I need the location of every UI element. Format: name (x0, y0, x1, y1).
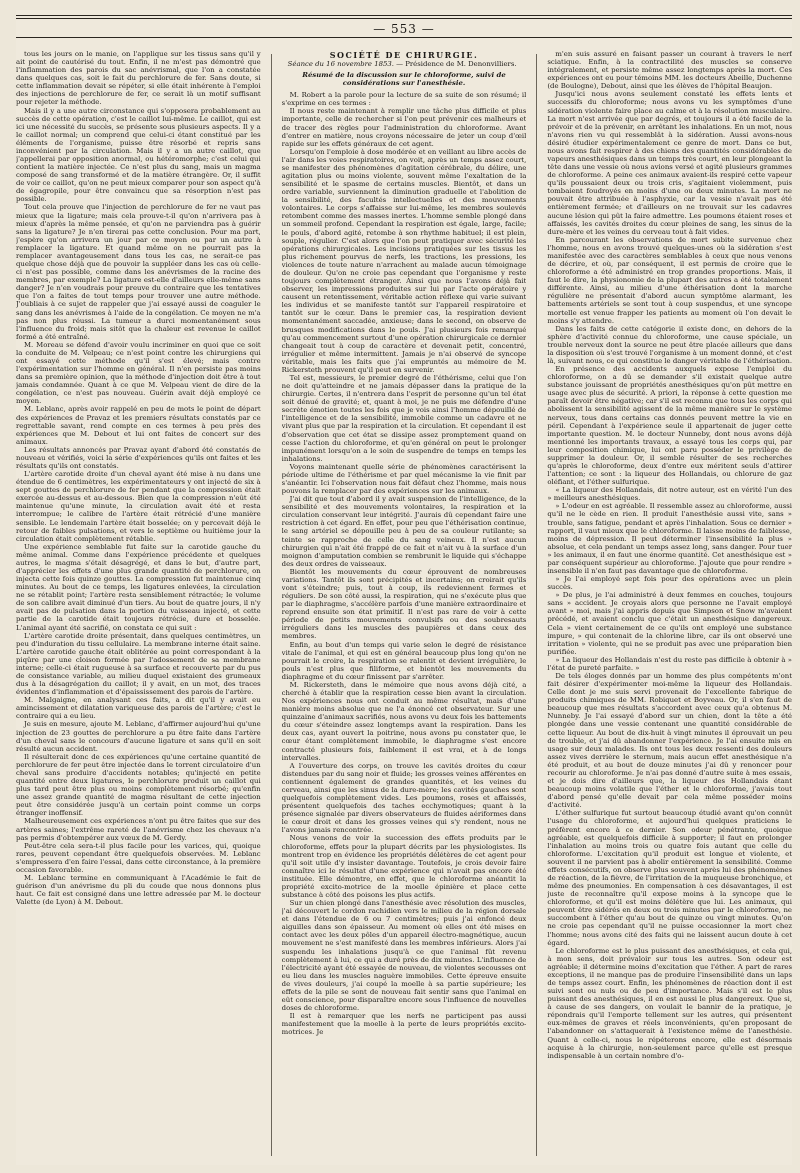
paragraph: Lorsqu'on l'emploie à dose modérée et en veillant au libre accès de l'air dans les voies respiratoires, on voit, après un temps assez court, se manifester des phénomènes d'agitation cérébrale, du délire, une agitation plus ou moins violente, souvent même l'exaltation de la sensibilité et le spasme de certains muscles. Bientôt, et dans un ordre variable, surviennent la diminution graduelle et l'abolition de la sensibilité, des facultés intellectuelles et des mouvements volontaires. Le corps s'affaisse sur lui-même, les membres soulevés retombent comme des masses inertes. L'homme semble plongé dans un sommeil profond. Cependant la respiration est égale, large, facile; le pouls, d'abord agité, retombe à son rhythme habituel; il est plein, souple, régulier. C'est alors que l'on peut pratiquer avec sécurité les opérations chirurgicales. Les incisions pratiquées sur les tissus les plus richement pourvus de nerfs, les tractions, les pressions, les violences de toute nature n'arrachent au malade aucun témoignage de douleur. Qu'on ne croie pas cependant que l'organisme y reste toujours complètement étranger. Ainsi que nous l'avons déjà fait observer, les impressions produites sur lui par l'acte opératoire y causent un retentissement, véritable action réflexe qui varie suivant les individus et se manifeste tantôt sur l'appareil respiratoire et tantôt sur le cœur. Dans le premier cas, la respiration devient momentanément saccadée, anxieuse; dans le second, on observe de brusques modifications dans le pouls. J'ai plusieurs fois remarqué qu'au commencement surtout d'une opération chirurgicale ce dernier changeait tout à coup de caractère et devenait petit, concentré, irrégulier et même intermittent. Jamais je n'ai observé de syncope véritable, mais les faits que j'ai empruntés au mémoire de M. Rickersteth prouvent qu'il peut en survenir. (281, 147, 527, 374)
paragraph: M. Rickersteth, dans le mémoire que nous avons déjà cité, a cherché à établir que la respiration cesse bien avant la circulation. Nos expériences nous ont conduit au même résultat, mais d'une manière moins absolue que ne l'a énoncé cet observateur. Sur une quinzaine d'animaux sacrifiés, nous avons vu deux fois les battements du cœur s'éteindre assez longtemps avant la respiration. Dans les deux cas, ayant ouvert la poitrine, nous avons pu constater que, le cœur étant complètement immobile, le diaphragme s'est encore contracté plusieurs fois, faiblement il est vrai, et à de longs intervalles. (281, 680, 527, 762)
paragraph: Malheureusement ces expériences n'ont pu être faites que sur des artères saines; l'extrême rareté de l'anévrisme chez les chevaux n'a pas permis d'obtempérer aux vœux de M. Gerdy. (16, 817, 261, 842)
paragraph: Dans les faits de cette catégorie il existe donc, en dehors de la sphère d'activité connue du chloroforme, une cause spéciale, un trouble nerveux dont la source ne peut être placée ailleurs que dans la disposition où s'est trouvé l'organisme à un moment donné, et c'est là, suivant nous, ce qui constitue le danger véritable de l'éthérisation. (547, 324, 793, 365)
paragraph: L'artère carotide droite d'un cheval ayant été mise à nu dans une étendue de 6 centimètres, les expérimentateurs y ont injecté de six à sept gouttes de perchlorure de fer pendant que la compression était exercée au-dessus et au-dessous. Bien que la compression n'eût été maintenue qu'une minute, la circulation avait été et resta interrompue; le calibre de l'artère était rétrécié d'une manière sensible. Le lendemain l'artère était bosselée; on y percevait déjà le retour de faibles pulsations, et vers le septième ou huitième jour la circulation était complètement rétablie. (16, 470, 261, 543)
paragraph: Bientôt les mouvements du cœur éprouvent de nombreuses variations. Tantôt ils sont précipités et incertains; on croirait qu'ils vont s'éteindre; puis, tout à coup, ils redeviennent fermes et réguliers. De son côté aussi, la respiration, qui ne s'exécute plus que par le diaphragme, s'accélère parfois d'une manière extraordinaire et reprend ensuite son état primitif. Il n'est pas rare de voir à cette période de petits mouvements convulsifs ou des soubresauts irréguliers dans les muscles des paupières et dans ceux des membres. (281, 567, 527, 641)
column-divider (536, 54, 537, 1156)
header-rule-bottom (16, 37, 792, 38)
quote-paragraph: » L'odeur en est agréable. Il ressemble assez au chloroforme, aussi qu'il ne le cède en rien. Il produit l'anesthésie aussi vite, sans » trouble, sans fatigue, pendant et après l'inhalation. Sous ce dernier » rapport, il vaut mieux que le chloroforme. Il laisse moins de faiblesse, moins de dépression. Il peut déterminer l'insensibilité la plus » absolue, et cela pendant un temps assez long, sans danger. Pour tuer » les animaux, il en faut une énorme quantité. Cet anesthésique est » par conséquent supérieur au chloroforme. J'ajoute que pour rendre » insensible il n'en faut pas davantage que de chloroforme. (547, 502, 793, 575)
paragraph: A l'ouverture des corps, on trouve les cavités droites du cœur distendues par du sang noir et fluide; les grosses veines afférentes en contiennent également de grandes quantités, et les veines du cerveau, ainsi que les sinus de la dure-mère; les cavités gauches sont quelquefois complètement vides. Les poumons, roses et affaissés, présentent quelquefois des taches ecchymotiques; quant à la présence signalée par divers observateurs de fluides aériformes dans le cœur droit et dans les grosses veines qui s'y rendent, nous ne l'avons jamais rencontrée. (281, 761, 527, 835)
page-number: — 553 — (373, 22, 435, 36)
paragraph: En parcourant les observations de mort subite survenue chez l'homme, nous en avons trouvé quelques-unes où la sidération s'est manifestée avec des caractères semblables à ceux que nous venons de décrire, et où, par conséquent, il est permis de croire que le chloroforme a été administré en trop grandes proportions. Mais, il faut le dire, la physionomie de la plupart des autres a été totalement différente. Ainsi, au milieu d'une éthérisation dont la marche régulière ne présentait d'abord aucun symptôme alarmant, les battements artériels se sont tout à coup suspendus, et une syncope mortelle est venue frapper les patients au moment où l'on devait le moins s'y attendre. (547, 235, 793, 325)
paragraph: En présence des accidents auxquels expose l'emploi du chloroforme, on a dû se demander s'il existait quelque autre substance jouissant de propriétés anesthésiques qu'on pût mettre en usage avec plus de sécurité. A priori, la réponse à cette question me paraît devoir être négative; car s'il est reconnu que tous les corps qui abolissent la sensibilité agissent de la même manière sur le système nerveux, tous dans certains cas donnés peuvent mettre la vie en péril. Cependant à l'expérience seule il appartenait de juger cette importante question. M. le docteur Nunneby, dont nous avons déjà mentionné les importants travaux, a essayé tous les corps qui, par leur composition chimique, lui ont paru posséder le privilège de supprimer la douleur. Or, il semble résulter de ses recherches qu'après le chloroforme, deux d'entre eux méritent seuls d'attirer l'attention; ce sont : la liqueur des Hollandais, ou chlorure de gaz oléfiant, et l'éther sulfurique. (547, 365, 793, 487)
paragraph: M. Robert a la parole pour la lecture de sa suite de son résumé; il s'exprime en ces termes : (281, 91, 527, 108)
paragraph: Je suis en mesure, ajoute M. Leblanc, d'affirmer aujourd'hui qu'une injection de 23 gouttes de perchlorure a pu être faite dans l'artère d'un cheval sans le concours d'aucune ligature et sans qu'il en soit résulté aucun accident. (16, 720, 261, 753)
paragraph: L'éther sulfurique fut surtout beaucoup étudié avant qu'on connût l'usage du chloroforme, et aujourd'hui quelques praticiens le préfèrent encore à ce dernier. Son odeur pénétrante, quoique agréable, est quelquefois difficile à supporter; il faut en prolonger l'inhalation au moins trois ou quatre fois autant que celle du chloroforme. L'excitation qu'il produit est longue et violente, et souvent il ne parvient pas à abolir entièrement la sensibilité. Comme effets consécutifs, on observe plus souvent après lui des phénomènes de réaction, de la fièvre, de l'irritation de la muqueuse bronchique, et même des pneumonies. En compensation à ces désavantages, il est juste de reconnaître qu'il expose moins à la syncope que le chloroforme, et qu'il est moins délétère que lui. Les animaux, qui peuvent être sidérés en deux ou trois minutes par le chloroforme, ne succombent à l'éther qu'au bout de quinze ou vingt minutes. Qu'on ne croie pas cependant qu'il ne puisse occasionner la mort chez l'homme; nous avons cité des faits qui ne laissent aucun doute à cet égard. (547, 809, 793, 947)
paragraph: Les résultats annoncés par Pravaz ayant d'abord été constatés de nouveau et vérifiés, voici la série d'expériences qu'ils ont faites et les résultats qu'ils ont constatés. (16, 445, 261, 470)
paragraph: Une expérience semblable fut faite sur la carotide gauche du même animal. Comme dans l'expérience précédente et quelques autres, le magma s'était désagrégé, et dans le but, d'autre part, d'apprécier les effets d'une plus grande quantité de perchlorure, on injecta cette fois quinze gouttes. La compression fut maintenue cinq minutes. Au bout de ce temps, les ligatures enlevées, la circulation ne se rétablit point; l'artère resta sensiblement rétractée; le volume de son calibre avait diminué d'un tiers. Au bout de quatre jours, il n'y avait pas de pulsation dans la portion du vaisseau injecté, et cette partie de la carotide était toujours rétrécie, dure et bosselée. L'animal ayant été sacrifié, on constata ce qui suit : (16, 542, 261, 632)
paragraph: J'ai dit que tout d'abord il y avait suspension de l'intelligence, de la sensibilité et des mouvements volontaires, la respiration et la circulation conservant leur intégrité. J'aurais dû cependant faire une restriction à cet égard. En effet, pour peu que l'éthérisation continue, le sang artériel se dépouille peu à peu de sa couleur rutilante; sa teinte se rapproche de celle du sang veineux. Il n'est aucun chirurgien qui n'ait été frappé de ce fait et n'ait vu à la surface d'un moignon d'amputation combien se rembrunit le liquide qui s'échappe des deux ordres de vaisseaux. (281, 495, 527, 568)
newspaper-page (16, 10, 792, 1165)
paragraph: Il est à remarquer que les nerfs ne participent pas aussi manifestement que la moelle à la perte de leurs propriétés excito-motrices. Je (281, 1012, 527, 1037)
header-rule-top (16, 15, 792, 16)
column-right (547, 50, 792, 1160)
column-divider (271, 54, 272, 1156)
paragraph: Voyons maintenant quelle série de phénomènes caractérisent la période ultime de l'éthérisme et par quel mécanisme la vie finit par s'anéantir. Ici l'observation nous fait défaut chez l'homme, mais nous pouvons la remplacer par des expériences sur les animaux. (281, 462, 527, 496)
column-left (16, 50, 261, 1160)
paragraph: Mais il y a une autre circonstance qui s'opposera probablement au succès de cette opération, c'est le caillot lui-même. Le caillot, qui est ici une nécessité du succès, se présente sous plusieurs aspects. Il y a le caillot normal; un comprend que celui-ci étant constitué par les éléments de l'organisme, puisse être résorbé et repris sans inconvénient par la circulation. Mais il y a un autre caillot, que j'appellerai par opposition anormal, ou hétéromorphe; c'est celui qui contient la matière injectée. Ce n'est plus du sang, mais un magma composé de sang transformé et de la matière étrangère. Or, il suffit de voir ce caillot, qu'on ne peut mieux comparer pour son aspect qu'à de égagropile, pour être convaincu que sa résorption n'est pas possible. (16, 106, 261, 204)
page-header (16, 10, 792, 40)
paragraph: tous les jours on le manie, on l'applique sur les tissus sans qu'il y ait point de cautérisé du tout. Enfin, il ne m'est pas démontré que l'inflammation des parois du sac anévrismal, que l'on a constatée dans quelques cas, soit le fait du perchlorure de fer. Sans doute, si cette inflammation devait se répéter, si elle était inhérente à l'emploi des injections de perchlorure de fer, ce serait là un motif suffisant pour rejeter la méthode. (16, 50, 261, 107)
paragraph: Il nous reste maintenant à remplir une tâche plus difficile et plus importante, celle de rechercher si l'on peut prévenir ces malheurs et de tracer des règles pour l'administration du chloroforme. Avant d'entrer en matière, nous croyons nécessaire de jeter un coup d'œil rapide sur les effets généraux de cet agent. (281, 107, 527, 148)
header-rule-top-thin (16, 18, 792, 19)
paragraph: Peut-être cela sera-t-il plus facile pour les varices, qui, quoique rares, peuvent cependant être quelquefois observées. M. Leblanc s'empressera d'en faire l'essai, dans cette circonstance, à la première occasion favorable. (16, 841, 261, 874)
paragraph: m'en suis assuré en faisant passer un courant à travers le nerf sciatique. Enfin, à la contractilité des muscles se conserve intégralement, et persiste même assez longtemps après la mort. Ces expériences ont eu pour témoins MM. les docteurs Abeille, Duchenne (de Boulogne), Debout, ainsi que les élèves de l'hôpital Beaujon. (547, 50, 793, 91)
quote-paragraph: « La liqueur des Hollandais, dit notre auteur, est en vérité l'un des » meilleurs anesthésiques. (547, 486, 793, 503)
paragraph: Tel est, messieurs, le premier degré de l'éthérisme, celui que l'on ne doit qu'atteindre et ne jamais dépasser dans la pratique de la chirurgie. Certes, il n'entrera dans l'esprit de personne qu'un tel état soit dénué de gravité; et, quant à moi, je ne puis me défendre d'une secrète émotion toutes les fois que je vois ainsi l'homme dépouillé de l'intelligence et de la sensibilité, immobile comme un cadavre et ne vivant plus que par la respiration et la circulation. Et cependant il est d'observation que cet état se dissipe assez promptement quand on cesse l'action du chloroforme, et qu'en général on peut le prolonger impunément lorsqu'on a le soin de suspendre de temps en temps les inhalations. (281, 373, 527, 463)
paragraph: Enfin, au bout d'un temps qui varie selon le degré de résistance vitale de l'animal, et qui est en général beaucoup plus long qu'on ne pourrait le croire, la respiration se ralentit et devient irrégulière, le pouls n'est plus que filiforme, et bientôt les mouvements du diaphragme et du cœur finissent par s'arrêter. (281, 640, 527, 681)
seance-line (282, 60, 527, 68)
paragraph: M. Leblanc termine en communiquant à l'Académie le fait de guérison d'un anévrisme du pli du coude que nous donnons plus haut. Ce fait est consigné dans une lettre adressée par M. le docteur Valette (de Lyon) à M. Debout. (16, 873, 261, 907)
paragraph: M. Moreau se défend d'avoir voulu incriminer en quoi que ce soit la conduite de M. Velpeau; ce n'est point contre les chirurgiens qui ont essayé cette méthode qu'il s'est élevé; mais contre l'expérimentation sur l'homme en général. Il n'en persiste pas moins dans sa première opinion, que la méthode d'injection doit être à tout jamais condamnée. Quant à ce que M. Velpeau vient de dire de la congélation, ce n'est pas nouveau. Guérin avait déjà employé ce moyen. (16, 340, 261, 406)
column-middle (282, 50, 527, 1160)
paragraph: Il résulterait donc de ces expériences qu'une certaine quantité de perchlorure de fer peut être injectée dans le torrent circulatoire d'un cheval sans produire d'accidents notables; qu'injecté en petite quantité entre deux ligatures, le perchlorure produit un caillot qui plus tard peut être plus ou moins complètement résorbé; qu'enfin une assez grande quantité de magma résultant de cette injection peut être considérée jusqu'à un certain point comme un corps étranger inoffensif. (16, 752, 261, 818)
section-title: SOCIÉTÉ DE CHIRURGIE. (329, 50, 479, 60)
paragraph: Sur un chien plongé dans l'anesthésie avec résolution des muscles, j'ai découvert le cordon rachidien vers le milieu de la région dorsale et dans l'étendue de 6 ou 7 centimètres; puis j'ai enfoncé deux aiguilles dans son épaisseur. Au moment où elles ont été mises en contact avec les deux pôles d'un appareil électro-magnétique, aucun mouvement ne s'est manifesté dans les membres inférieurs. Alors j'ai suspendu les inhalations jusqu'à ce que l'animal fût revenu complètement à lui, ce qui a duré près de dix minutes. L'influence de l'électricité ayant été essayée de nouveau, de violentes secousses ont eu lieu dans les muscles naguère immobiles. Cette épreuve ensuite de vives douleurs, j'ai coupé la moelle à sa partie supérieure; les effets de la pile se sont de nouveau fait sentir sans que l'animal en eût conscience, pour disparaître encore sous l'influence de nouvelles doses de chloroforme. (281, 899, 527, 1013)
quote-paragraph: » La liqueur des Hollandais n'est du reste pas difficile à obtenir à » l'état de pureté parfaite. » (547, 655, 793, 672)
paragraph: M. Leblanc, après avoir rappelé en peu de mots le point de départ des expériences de Pravaz et les premiers résultats constatés par ce regrettable savant, rend compte en ces termes à peu près des expériences que M. Debout et lui ont faites de concert sur des animaux. (16, 405, 261, 446)
paragraph: Tout cela prouve que l'injection de perchlorure de fer ne vaut pas mieux que la ligature; mais cela prouve-t-il qu'on n'arrivera pas à mieux d'après la même pensée, et qu'on ne parviendra pas à guérir sans la ligature? Je n'en tirerai pas cette conclusion. Pour ma part, j'espère qu'on arrivera un jour par ce moyen ou par un autre à remplacer la ligature. Et quand même on ne pourrait pas la remplacer avantageusement dans tous les cas, ne serait-ce pas quelque chose déjà que de pouvoir la suppléer dans les cas où celle-ci n'est pas possible, comme dans les anévrismes de la racine des membres, par exemple? La ligature est-elle d'ailleurs elle-même sans danger? Je n'en voudrais pour preuve du contraire que les tentatives que l'on a faites de tout temps pour trouver une autre méthode. J'oubliais à ce sujet de rappeler que j'ai essayé aussi de coaguler le sang dans les anévrismes à l'aide de la congélation. Ce moyen ne m'a pas non plus réussi. La tumeur a durci momentanément sous l'influence du froid; mais sitôt que la chaleur est revenue le caillot formé a été entraîné. (16, 203, 261, 341)
paragraph: Nous venons de voir la succession des effets produits par le chloroforme, effets pour la plupart décrits par les physiologistes. Ils montrent trop en évidence les propriétés délétères de cet agent pour qu'il soit utile d'y insister davantage. Toutefois, je crois devoir faire connaître ici le résultat d'une expérience qui n'avait pas encore été instituée. Elle démontre, en effet, que le chloroforme anéantit la propriété excito-motrice de la moelle épinière et place cette substance à côté des poisons les plus actifs. (281, 834, 527, 899)
paragraph: Jusqu'ici nous avons seulement constaté les effets lents et successifs du chloroforme; nous avons vu les symptômes d'une sidération violente faire place au calme et à la résolution musculaire. La mort n'est arrivée que par degrés, et toujours il a été facile de la prévoir et de la prévenir, en arrêtant les inhalations. En un mot, nous n'avons rien vu qui ressemblât à la sidération. Aussi avons-nous désiré étudier expérimentalement ce genre de mort. Dans ce but, nous avons fait respirer à des chiens des quantités considérables de vapeurs anesthésiques dans un temps très court, en leur plongeant la tête dans une vessie où nous avions versé et agité plusieurs grammes de chloroforme. A peine ces animaux avaient-ils respiré cette vapeur qu'ils poussaient deux ou trois cris, s'agitaient violemment, puis tombaient foudroyés en moins d'une ou deux minutes. La mort ne pouvait être attribuée à l'asphyxie, car la vessie n'avait pas été entièrement fermée; et d'ailleurs on ne trouvait sur les cadavres aucune lésion qui pût la faire admettre. Les poumons étaient roses et affaissés, les cavités droites du cœur pleines de sang, les sinus de la dure-mère et les veines du cerveau tout à fait vides. (547, 90, 793, 236)
paragraph: Le chloroforme est le plus puissant des anesthésiques, et cela qui, à mon sens, doit prévaloir sur tous les autres. Son odeur est agréable; il détermine moins d'excitation que l'éther. A part de rares exceptions, il ne manque pas de produire l'insensibilité dans un laps de temps assez court. Enfin, les phénomènes de réaction dont il est suivi sont ou nuls ou de peu d'importance. Mais s'il est le plus puissant des anesthésiques, il en est aussi le plus dangereux. Que si, à cause de ses dangers, on voulait le bannir de la pratique, je répondrais qu'il l'emporte tellement sur les autres, qui présentent eux-mêmes de graves et réels inconvénients, qu'en proposant de l'abandonner on s'attaquerait à l'existence même de l'anesthésie. Quant à celle-ci, nous le répéterons encore, elle est désormais acquise à la chirurgie, non-seulement parce qu'elle est presque indispensable à un certain nombre d'o- (547, 946, 793, 1060)
paragraph: De tels éloges donnés par un homme des plus compétents m'ont fait désirer d'expérimenter moi-même la liqueur des Hollandais. Celle dont je me suis servi provenait de l'excellente fabrique de produits chimiques de MM. Robiquet et Boyveau. Or, il s'en faut de beaucoup que mes résultats s'accordent avec ceux qu'a obtenus M. Nunneby. Je l'ai essayé d'abord sur un chien, dont la tête a été plongée dans une vessie contenant une quantité considérable de cette liqueur. Au bout de dix-huit à vingt minutes il éprouvait un peu de trouble, et j'ai dû abandonner l'expérience. Je l'ai ensuite mis en usage sur deux malades. Ils ont tous les deux ressenti des douleurs assez vives derrière le sternum, mais aucun effet anesthésique n'a été produit, et au bout de douze minutes j'ai dû y renoncer pour recourir au chloroforme. Je n'ai pas donné d'autre suite à mes essais, et je dois dire d'ailleurs que, la liqueur des Hollandais étant beaucoup moins volatile que l'éther et le chloroforme, j'avais tout d'abord pensé qu'elle devait par cela même posséder moins d'activité. (547, 672, 793, 810)
seance-president: — Présidence de M. Denonvilliers. (396, 60, 517, 68)
paragraph: L'artère carotide droite présentait, dans quelques centimètres, un peu d'induration du tissu cellulaire. La membrane interne était saine. L'artère carotide gauche était oblitérée au point correspondant à la piqûre par une cloison formée par l'adossement de sa membrane interne; celle-ci était rugueuse à sa surface et recouverte par du pus de consistance variable, au milieu duquel existaient des grumeaux dus à la désagrégation du caillot; il y avait, en un mot, des traces évidentes d'inflammation et d'épaississement des parois de l'artère. (16, 631, 261, 697)
quote-paragraph: » De plus, je l'ai administré à deux femmes en couches, toujours sans » accident. Je croyais alors que personne ne l'avait employé avant » moi, mais j'ai appris depuis que Simpson et Snow m'avaient précédé, et avaient conclu que c'était un anesthésique dangereux. Cela » vient certainement de ce qu'ils ont employé une substance impure, » qui contenait de la chlorine libre, car ils ont observé une irritation » violente, qui ne se produit pas avec une préparation bien purifiée. (547, 591, 793, 656)
seance-date: Séance du 16 novembre 1853. (287, 60, 394, 68)
quote-paragraph: » Je l'ai employé sept fois pour des opérations avec un plein succès. (547, 575, 793, 592)
columns (16, 50, 792, 1160)
paragraph: M. Malgaigne, en analysant ces faits, a dit qu'il y avait eu amincissement et dilatation variqueuse des parois de l'artère; c'est le contraire qui a eu lieu. (16, 696, 261, 721)
resume-title: Résumé de la discussion sur le chloroforme, suivi de considérations sur l'anesthésie. (302, 71, 506, 88)
